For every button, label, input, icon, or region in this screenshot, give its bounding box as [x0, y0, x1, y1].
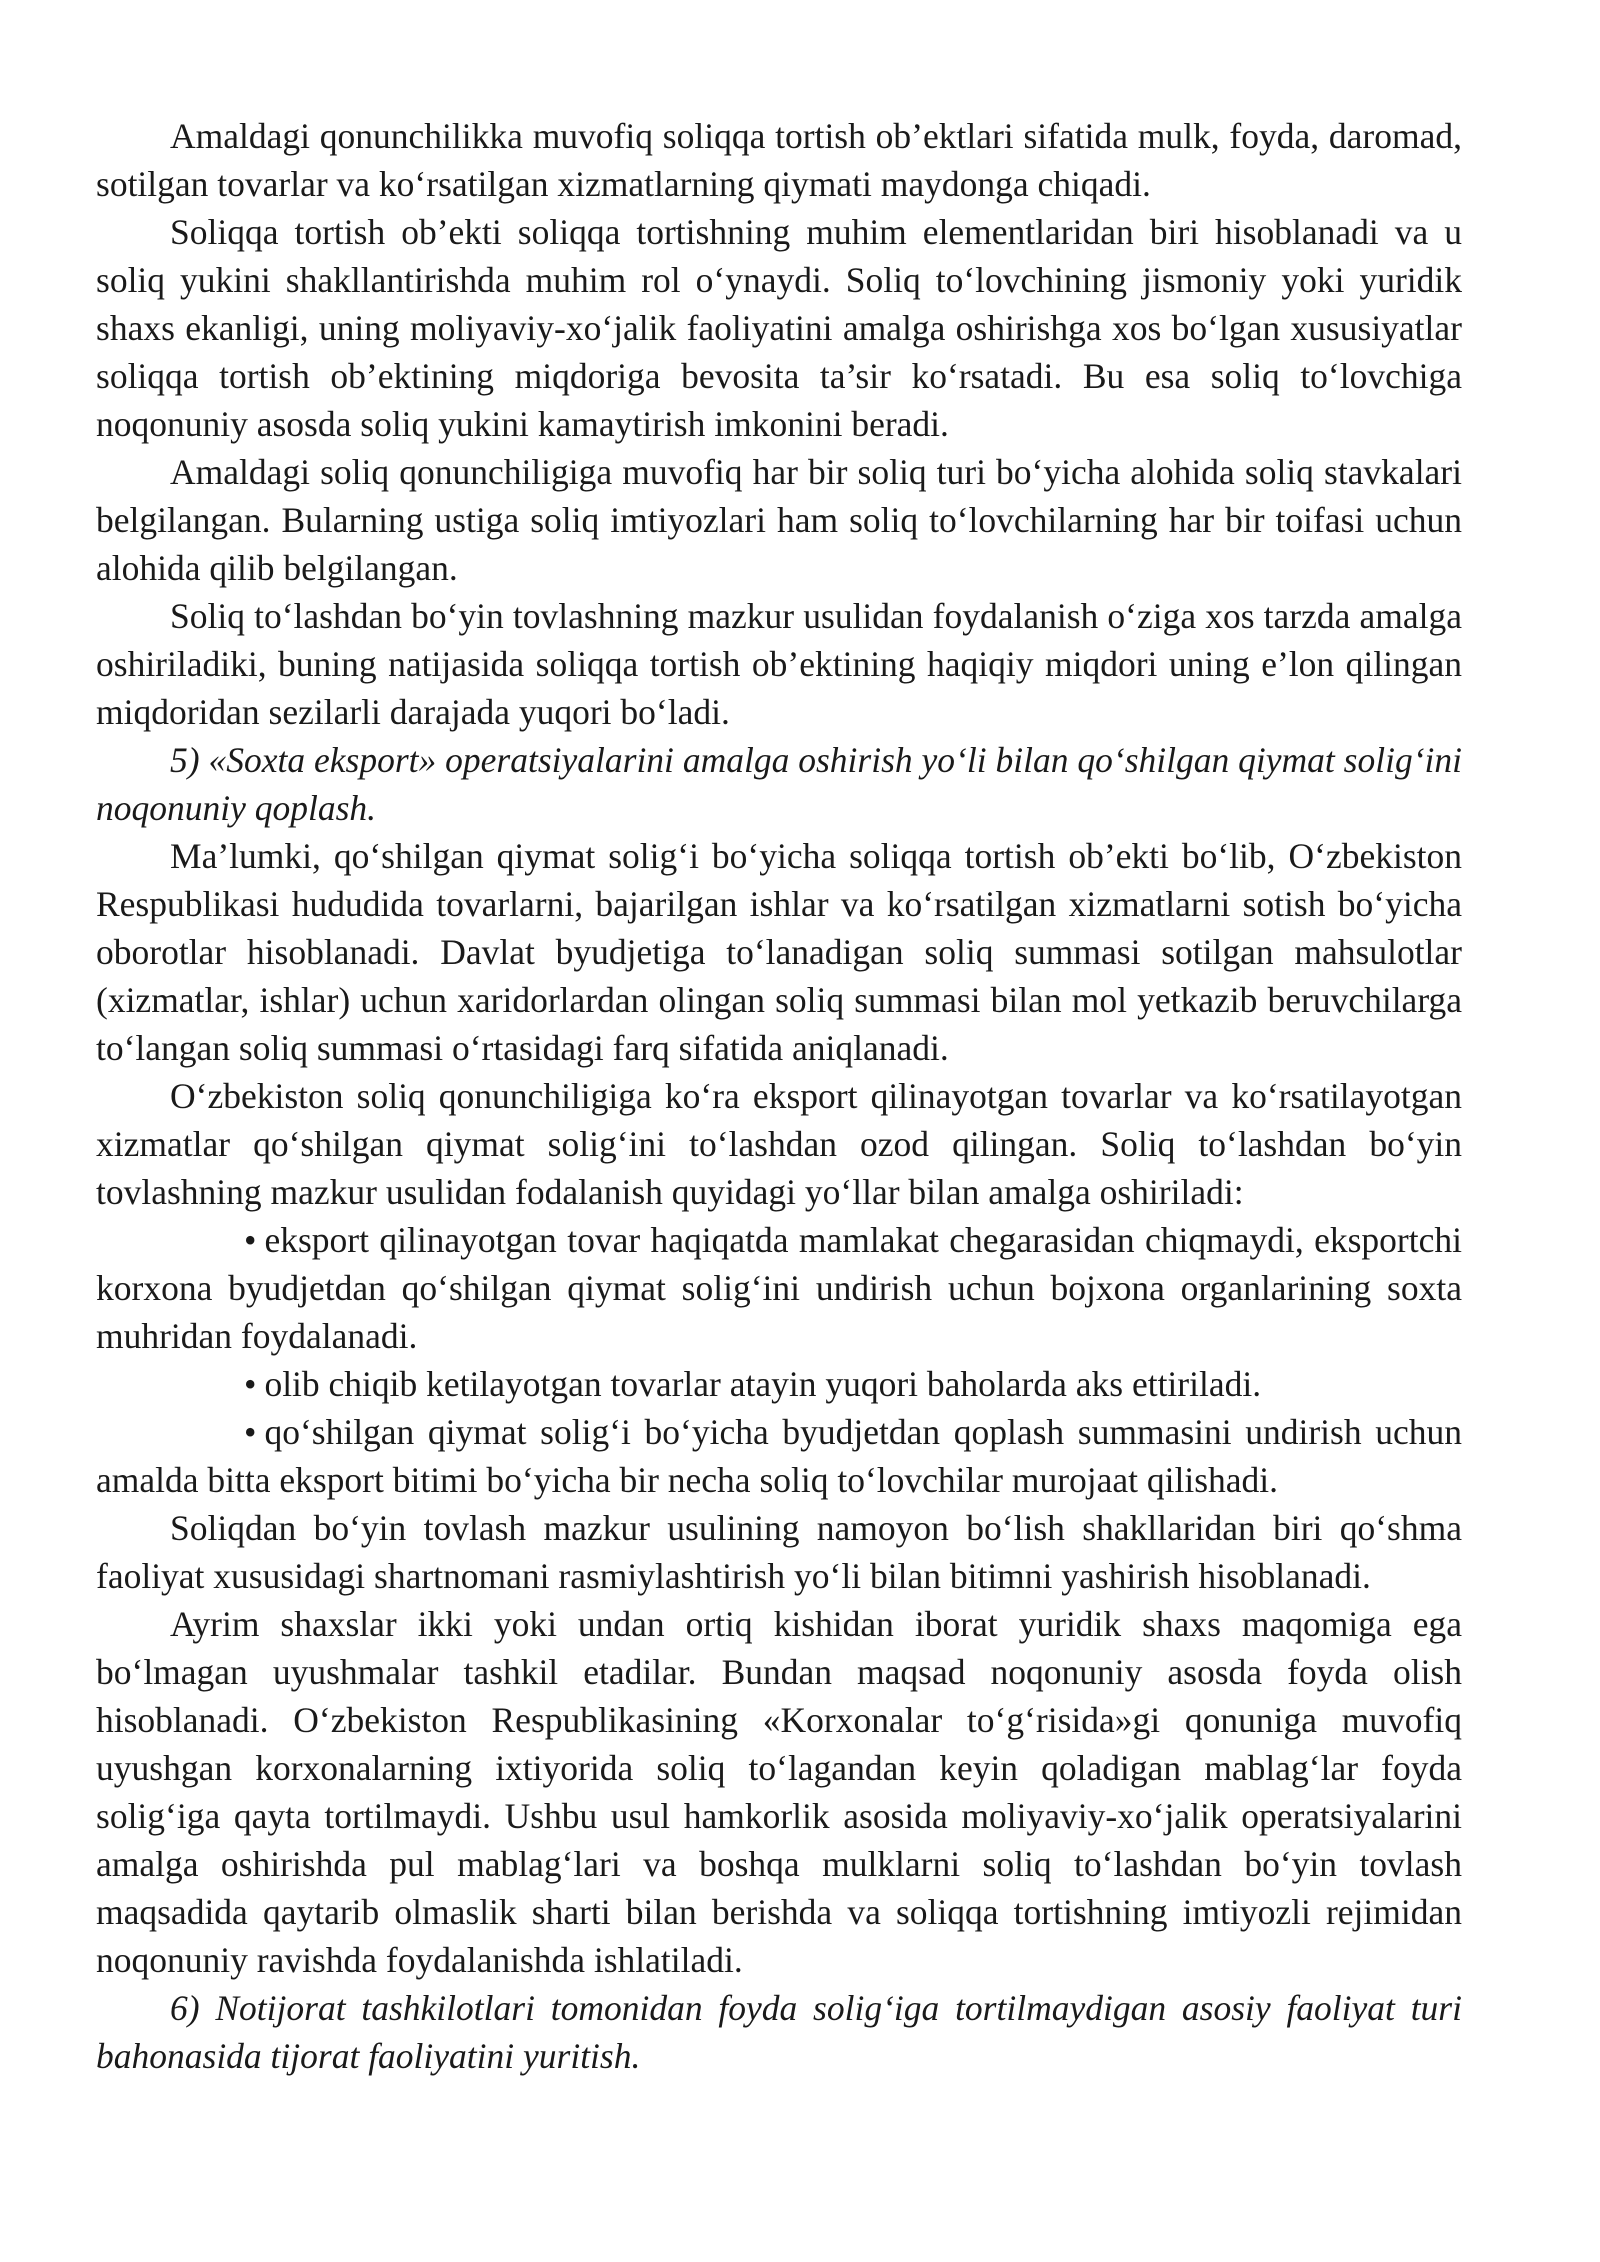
paragraph: Ma’lumki, qo‘shilgan qiymat solig‘i bo‘yicha soliqqa tortish ob’ekti bo‘lib, O‘zbekiston Respublikasi hududida tovarlarni, bajarilgan ishlar va ko‘rsatilgan xizmatlarni sotish bo‘yicha oborotlar hisoblanadi. Davlat byudjetiga to‘lanadigan soliq summasi sotilgan mahsulotlar (xizmatlar, ishlar) uchun xaridorlardan olingan soliq summasi bilan mol yetkazib beruvchilarga to‘langan soliq summasi o‘rtasidagi farq sifatida aniqlanadi.	[96, 836, 1462, 1068]
bullet-item	[96, 1360, 1462, 1408]
paragraph: Soliqqa tortish ob’ekti soliqqa tortishning muhim elementlaridan biri hisoblanadi va u soliq yukini shakllantirishda muhim rol o‘ynaydi. Soliq to‘lovchining jismoniy yoki yuridik shaxs ekanligi, uning moliyaviy-xo‘jalik faoliyatini amalga oshirishga xos bo‘lgan xususiyatlar soliqqa tortish ob’ektining miqdoriga bevosita ta’sir ko‘rsatadi. Bu esa soliq to‘lovchiga noqonuniy asosda soliq yukini kamaytirish imkonini beradi.	[96, 212, 1462, 444]
bullet-text: qo‘shilgan qiymat solig‘i bo‘yicha byudjetdan qoplash summasini undirish uchun amalda bitta eksport bitimi bo‘yicha bir necha soliq to‘lovchilar murojaat qilishadi.	[96, 1412, 1462, 1500]
paragraph: Soliq to‘lashdan bo‘yin tovlashning mazkur usulidan foydalanish o‘ziga xos tarzda amalga oshiriladiki, buning natijasida soliqqa tortish ob’ektining haqiqiy miqdori uning e’lon qilingan miqdoridan sezilarli darajada yuqori bo‘ladi.	[96, 596, 1462, 732]
paragraph: Ayrim shaxslar ikki yoki undan ortiq kishidan iborat yuridik shaxs maqomiga ega bo‘lmagan uyushmalar tashkil etadilar. Bundan maqsad noqonuniy asosda foyda olish hisoblanadi. O‘zbekiston Respublikasining «Korxonalar to‘g‘risida»gi qonuniga muvofiq uyushgan korxonalarning ixtiyorida soliq to‘lagandan keyin qoladigan mablag‘lar foyda solig‘iga qayta tortilmaydi. Ushbu usul hamkorlik asosida moliyaviy-xo‘jalik operatsiyalarini amalga oshirishda pul mablag‘lari va boshqa mulklarni soliq to‘lashdan bo‘yin tovlash maqsadida qaytarib olmaslik sharti bilan berishda va soliqqa tortishning imtiyozli rejimidan noqonuniy ravishda foydalanishda ishlatiladi.	[96, 1604, 1462, 1980]
paragraph: Soliqdan bo‘yin tovlash mazkur usulining namoyon bo‘lish shakllaridan biri qo‘shma faoliyat xususidagi shartnomani rasmiylashtirish yo‘li bilan bitimni yashirish hisoblanadi.	[96, 1508, 1462, 1596]
bullet-icon: •	[244, 1364, 257, 1404]
paragraph: O‘zbekiston soliq qonunchiligiga ko‘ra eksport qilinayotgan tovarlar va ko‘rsatilayotgan xizmatlar qo‘shilgan qiymat solig‘ini to‘lashdan ozod qilingan. Soliq to‘lashdan bo‘yin tovlashning mazkur usulidan fodalanish quyidagi yo‘llar bilan amalga oshiriladi:	[96, 1076, 1462, 1212]
bullet-item	[96, 1408, 1462, 1504]
bullet-text: olib chiqib ketilayotgan tovarlar atayin yuqori baholarda aks ettiriladi.	[264, 1364, 1262, 1404]
bullet-item	[96, 1216, 1462, 1360]
document-page	[96, 112, 1462, 2080]
paragraph: Amaldagi soliq qonunchiligiga muvofiq har bir soliq turi bo‘yicha alohida soliq stavkalari belgilangan. Bularning ustiga soliq imtiyozlari ham soliq to‘lovchilarning har bir toifasi uchun alohida qilib belgilangan.	[96, 452, 1462, 588]
bullet-icon: •	[244, 1220, 257, 1260]
bullet-icon: •	[244, 1412, 257, 1452]
paragraph: Amaldagi qonunchilikka muvofiq soliqqa tortish ob’ektlari sifatida mulk, foyda, daromad, sotilgan tovarlar va ko‘rsatilgan xizmatlarning qiymati maydonga chiqadi.	[96, 116, 1462, 204]
bullet-text: eksport qilinayotgan tovar haqiqatda mamlakat chegarasidan chiqmaydi, eksportchi korxona byudjetdan qo‘shilgan qiymat solig‘ini undirish uchun bojxona organlarining soxta muhridan foydalanadi.	[96, 1220, 1462, 1356]
section-heading: 6) Notijorat tashkilotlari tomonidan foyda solig‘iga tortilmaydigan asosiy faoliyat turi bahonasida tijorat faoliyatini yuritish.	[96, 1988, 1462, 2076]
section-heading: 5) «Soxta eksport» operatsiyalarini amalga oshirish yo‘li bilan qo‘shilgan qiymat solig‘ini noqonuniy qoplash.	[96, 740, 1462, 828]
